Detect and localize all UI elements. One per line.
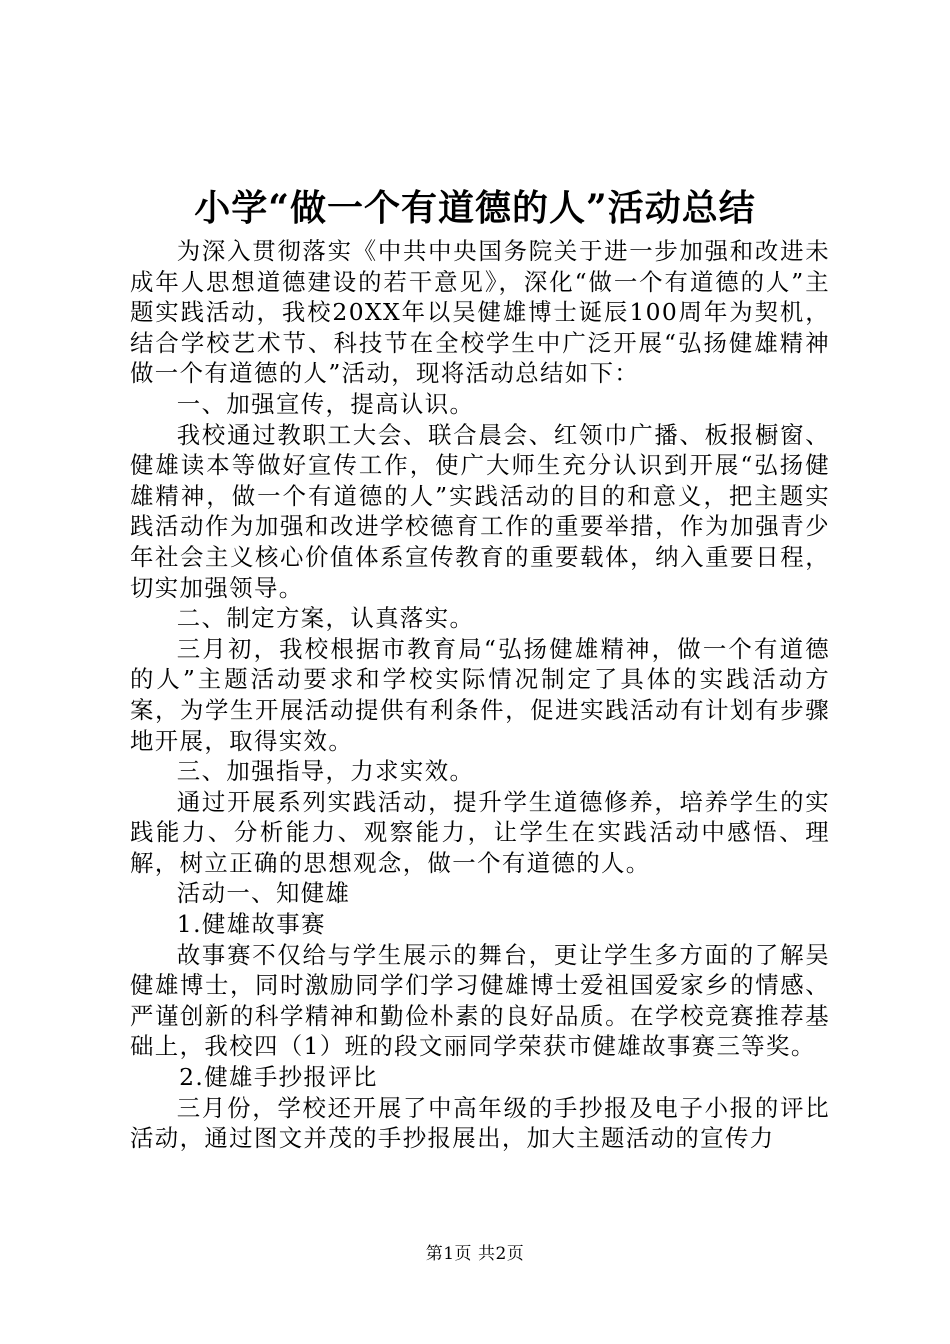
document-title: 小学“做一个有道德的人”活动总结 xyxy=(194,187,756,229)
section-3-paragraph: 通过开展系列实践活动，提升学生道德修养，培养学生的实践能力、分析能力、观察能力，让学生在实践活动中感悟、理解，树立正确的思想观念，做一个有道德的人。 xyxy=(130,787,830,877)
story-contest-paragraph: 故事赛不仅给与学生展示的舞台，更让学生多方面的了解吴健雄博士，同时激励同学们学习健雄博士爱祖国爱家乡的情感、严谨创新的科学精神和勤俭朴素的良好品质。在学校竞赛推荐基础上，我校四（1）班的段文丽同学荣获市健雄故事赛三等奖。 xyxy=(130,940,830,1061)
section-heading-2: 二、制定方案，认真落实。 xyxy=(176,604,475,633)
handwritten-newspaper-paragraph: 三月份，学校还开展了中高年级的手抄报及电子小报的评比活动，通过图文并茂的手抄报展出，加大主题活动的宣传力 xyxy=(130,1093,830,1153)
section-heading-1: 一、加强宣传，提高认识。 xyxy=(176,389,475,418)
intro-paragraph: 为深入贯彻落实《中共中央国务院关于进一步加强和改进未成年人思想道德建设的若干意见》，深化“做一个有道德的人”主题实践活动，我校20XX年以吴健雄博士诞辰100周年为契机，结合学校艺术节、科技节在全校学生中广泛开展“弘扬健雄精神做一个有道德的人”活动，现将活动总结如下： xyxy=(130,237,830,388)
section-1-paragraph: 我校通过教职工大会、联合晨会、红领巾广播、板报橱窗、健雄读本等做好宣传工作，使广大师生充分认识到开展“弘扬健雄精神，做一个有道德的人”实践活动的目的和意义，把主题实践活动作为加强和改进学校德育工作的重要举措，作为加强青少年社会主义核心价值体系宣传教育的重要载体，纳入重要日程，切实加强领导。 xyxy=(130,420,830,602)
subheading-handwritten-newspaper: 2.健雄手抄报评比 xyxy=(179,1063,378,1092)
activity-heading-1: 活动一、知健雄 xyxy=(176,879,351,908)
section-heading-3: 三、加强指导，力求实效。 xyxy=(176,757,475,786)
section-2-paragraph: 三月初，我校根据市教育局“弘扬健雄精神，做一个有道德的人”主题活动要求和学校实际情况制定了具体的实践活动方案，为学生开展活动提供有利条件，促进实践活动有计划有步骤地开展，取得实效。 xyxy=(130,634,830,755)
document-body xyxy=(130,236,830,1154)
page-footer: 第1页 共2页 xyxy=(425,1244,525,1264)
subheading-story-contest: 1.健雄故事赛 xyxy=(176,910,326,939)
